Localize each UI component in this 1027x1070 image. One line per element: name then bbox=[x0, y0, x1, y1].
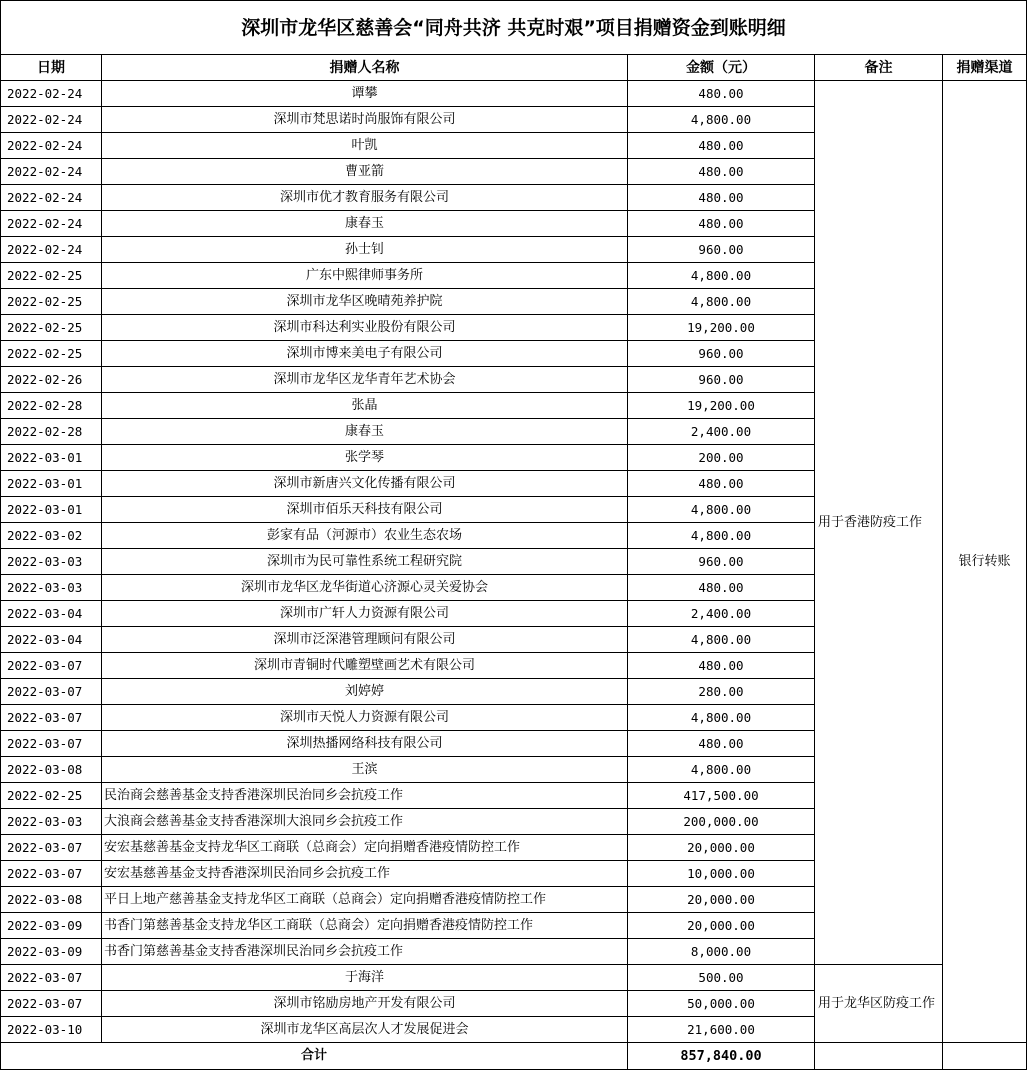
row-date: 2022-03-03 bbox=[1, 549, 102, 575]
row-donor: 刘婷婷 bbox=[102, 679, 628, 705]
table-row bbox=[1, 965, 1027, 991]
total-note-empty bbox=[815, 1043, 943, 1070]
row-date: 2022-02-24 bbox=[1, 133, 102, 159]
row-donor: 深圳市广轩人力资源有限公司 bbox=[102, 601, 628, 627]
row-donor: 康春玉 bbox=[102, 419, 628, 445]
row-amount: 4,800.00 bbox=[628, 757, 815, 783]
row-date: 2022-02-24 bbox=[1, 81, 102, 107]
row-donor: 深圳市佰乐天科技有限公司 bbox=[102, 497, 628, 523]
row-donor: 王滨 bbox=[102, 757, 628, 783]
row-donor: 深圳市龙华区龙华街道心济源心灵关爱协会 bbox=[102, 575, 628, 601]
row-amount: 480.00 bbox=[628, 159, 815, 185]
note-longhua: 用于龙华区防疫工作 bbox=[815, 965, 943, 1043]
row-amount: 960.00 bbox=[628, 549, 815, 575]
row-donor: 广东中熙律师事务所 bbox=[102, 263, 628, 289]
row-date: 2022-03-03 bbox=[1, 575, 102, 601]
row-amount: 480.00 bbox=[628, 211, 815, 237]
row-donor: 深圳市为民可靠性系统工程研究院 bbox=[102, 549, 628, 575]
row-amount: 50,000.00 bbox=[628, 991, 815, 1017]
row-amount: 960.00 bbox=[628, 341, 815, 367]
row-donor: 深圳市天悦人力资源有限公司 bbox=[102, 705, 628, 731]
row-date: 2022-03-04 bbox=[1, 601, 102, 627]
row-amount: 20,000.00 bbox=[628, 887, 815, 913]
total-row bbox=[1, 1043, 1027, 1070]
note-hk: 用于香港防疫工作 bbox=[815, 81, 943, 965]
row-amount: 480.00 bbox=[628, 81, 815, 107]
row-date: 2022-02-24 bbox=[1, 107, 102, 133]
row-amount: 20,000.00 bbox=[628, 913, 815, 939]
row-amount: 200,000.00 bbox=[628, 809, 815, 835]
row-amount: 21,600.00 bbox=[628, 1017, 815, 1043]
row-amount: 4,800.00 bbox=[628, 497, 815, 523]
row-date: 2022-03-04 bbox=[1, 627, 102, 653]
row-date: 2022-02-28 bbox=[1, 393, 102, 419]
row-donor: 书香门第慈善基金支持香港深圳民治同乡会抗疫工作 bbox=[102, 939, 628, 965]
row-amount: 2,400.00 bbox=[628, 419, 815, 445]
row-donor: 安宏基慈善基金支持龙华区工商联（总商会）定向捐赠香港疫情防控工作 bbox=[102, 835, 628, 861]
row-date: 2022-03-07 bbox=[1, 679, 102, 705]
row-date: 2022-02-25 bbox=[1, 263, 102, 289]
row-date: 2022-03-08 bbox=[1, 887, 102, 913]
row-date: 2022-02-24 bbox=[1, 237, 102, 263]
page-title: 深圳市龙华区慈善会“同舟共济 共克时艰”项目捐赠资金到账明细 bbox=[1, 1, 1027, 55]
row-donor: 安宏基慈善基金支持香港深圳民治同乡会抗疫工作 bbox=[102, 861, 628, 887]
row-amount: 280.00 bbox=[628, 679, 815, 705]
row-amount: 960.00 bbox=[628, 367, 815, 393]
header-date: 日期 bbox=[1, 55, 102, 81]
row-donor: 深圳市铭励房地产开发有限公司 bbox=[102, 991, 628, 1017]
total-channel-empty bbox=[943, 1043, 1027, 1070]
row-amount: 4,800.00 bbox=[628, 289, 815, 315]
row-date: 2022-02-24 bbox=[1, 185, 102, 211]
row-amount: 4,800.00 bbox=[628, 107, 815, 133]
row-amount: 960.00 bbox=[628, 237, 815, 263]
channel-cell: 银行转账 bbox=[943, 81, 1027, 1043]
row-amount: 200.00 bbox=[628, 445, 815, 471]
row-date: 2022-02-24 bbox=[1, 211, 102, 237]
row-amount: 480.00 bbox=[628, 133, 815, 159]
row-donor: 民治商会慈善基金支持香港深圳民治同乡会抗疫工作 bbox=[102, 783, 628, 809]
row-amount: 4,800.00 bbox=[628, 627, 815, 653]
total-label: 合计 bbox=[1, 1043, 628, 1070]
header-amount: 金额（元） bbox=[628, 55, 815, 81]
row-donor: 深圳市科达利实业股份有限公司 bbox=[102, 315, 628, 341]
row-date: 2022-02-25 bbox=[1, 289, 102, 315]
row-donor: 彭家有品（河源市）农业生态农场 bbox=[102, 523, 628, 549]
row-donor: 深圳市龙华区龙华青年艺术协会 bbox=[102, 367, 628, 393]
row-donor: 深圳市新唐兴文化传播有限公司 bbox=[102, 471, 628, 497]
row-amount: 19,200.00 bbox=[628, 315, 815, 341]
row-amount: 480.00 bbox=[628, 575, 815, 601]
row-donor: 深圳市博来美电子有限公司 bbox=[102, 341, 628, 367]
row-date: 2022-03-09 bbox=[1, 939, 102, 965]
row-donor: 大浪商会慈善基金支持香港深圳大浪同乡会抗疫工作 bbox=[102, 809, 628, 835]
row-date: 2022-03-07 bbox=[1, 861, 102, 887]
row-amount: 4,800.00 bbox=[628, 705, 815, 731]
row-donor: 深圳市青铜时代雕塑壁画艺术有限公司 bbox=[102, 653, 628, 679]
row-date: 2022-03-01 bbox=[1, 497, 102, 523]
row-donor: 深圳市龙华区高层次人才发展促进会 bbox=[102, 1017, 628, 1043]
row-date: 2022-02-25 bbox=[1, 315, 102, 341]
header-note: 备注 bbox=[815, 55, 943, 81]
row-amount: 10,000.00 bbox=[628, 861, 815, 887]
row-donor: 深圳市优才教育服务有限公司 bbox=[102, 185, 628, 211]
row-date: 2022-03-02 bbox=[1, 523, 102, 549]
row-donor: 张学琴 bbox=[102, 445, 628, 471]
row-donor: 平日上地产慈善基金支持龙华区工商联（总商会）定向捐赠香港疫情防控工作 bbox=[102, 887, 628, 913]
row-donor: 深圳市龙华区晚晴苑养护院 bbox=[102, 289, 628, 315]
row-amount: 480.00 bbox=[628, 471, 815, 497]
row-amount: 19,200.00 bbox=[628, 393, 815, 419]
row-donor: 谭攀 bbox=[102, 81, 628, 107]
row-date: 2022-03-03 bbox=[1, 809, 102, 835]
row-donor: 深圳热播网络科技有限公司 bbox=[102, 731, 628, 757]
row-donor: 叶凯 bbox=[102, 133, 628, 159]
row-amount: 20,000.00 bbox=[628, 835, 815, 861]
row-donor: 深圳市泛深港管理顾问有限公司 bbox=[102, 627, 628, 653]
row-amount: 8,000.00 bbox=[628, 939, 815, 965]
row-date: 2022-03-10 bbox=[1, 1017, 102, 1043]
row-donor: 曹亚箭 bbox=[102, 159, 628, 185]
row-date: 2022-03-07 bbox=[1, 991, 102, 1017]
row-date: 2022-02-25 bbox=[1, 341, 102, 367]
row-date: 2022-02-26 bbox=[1, 367, 102, 393]
row-date: 2022-03-07 bbox=[1, 731, 102, 757]
row-date: 2022-03-01 bbox=[1, 471, 102, 497]
row-donor: 深圳市梵思诺时尚服饰有限公司 bbox=[102, 107, 628, 133]
row-date: 2022-03-09 bbox=[1, 913, 102, 939]
row-date: 2022-03-07 bbox=[1, 705, 102, 731]
table-row bbox=[1, 81, 1027, 107]
header-channel: 捐赠渠道 bbox=[943, 55, 1027, 81]
row-amount: 4,800.00 bbox=[628, 523, 815, 549]
row-amount: 500.00 bbox=[628, 965, 815, 991]
header-donor: 捐赠人名称 bbox=[102, 55, 628, 81]
row-date: 2022-03-07 bbox=[1, 835, 102, 861]
row-date: 2022-03-07 bbox=[1, 653, 102, 679]
row-amount: 2,400.00 bbox=[628, 601, 815, 627]
row-date: 2022-03-08 bbox=[1, 757, 102, 783]
row-amount: 4,800.00 bbox=[628, 263, 815, 289]
row-date: 2022-02-28 bbox=[1, 419, 102, 445]
row-donor: 康春玉 bbox=[102, 211, 628, 237]
row-donor: 孙士钊 bbox=[102, 237, 628, 263]
row-date: 2022-02-24 bbox=[1, 159, 102, 185]
row-donor: 书香门第慈善基金支持龙华区工商联（总商会）定向捐赠香港疫情防控工作 bbox=[102, 913, 628, 939]
row-date: 2022-03-01 bbox=[1, 445, 102, 471]
row-donor: 于海洋 bbox=[102, 965, 628, 991]
row-amount: 480.00 bbox=[628, 653, 815, 679]
row-date: 2022-03-07 bbox=[1, 965, 102, 991]
row-donor: 张晶 bbox=[102, 393, 628, 419]
row-amount: 417,500.00 bbox=[628, 783, 815, 809]
total-amount: 857,840.00 bbox=[628, 1043, 815, 1070]
row-date: 2022-02-25 bbox=[1, 783, 102, 809]
row-amount: 480.00 bbox=[628, 731, 815, 757]
row-amount: 480.00 bbox=[628, 185, 815, 211]
